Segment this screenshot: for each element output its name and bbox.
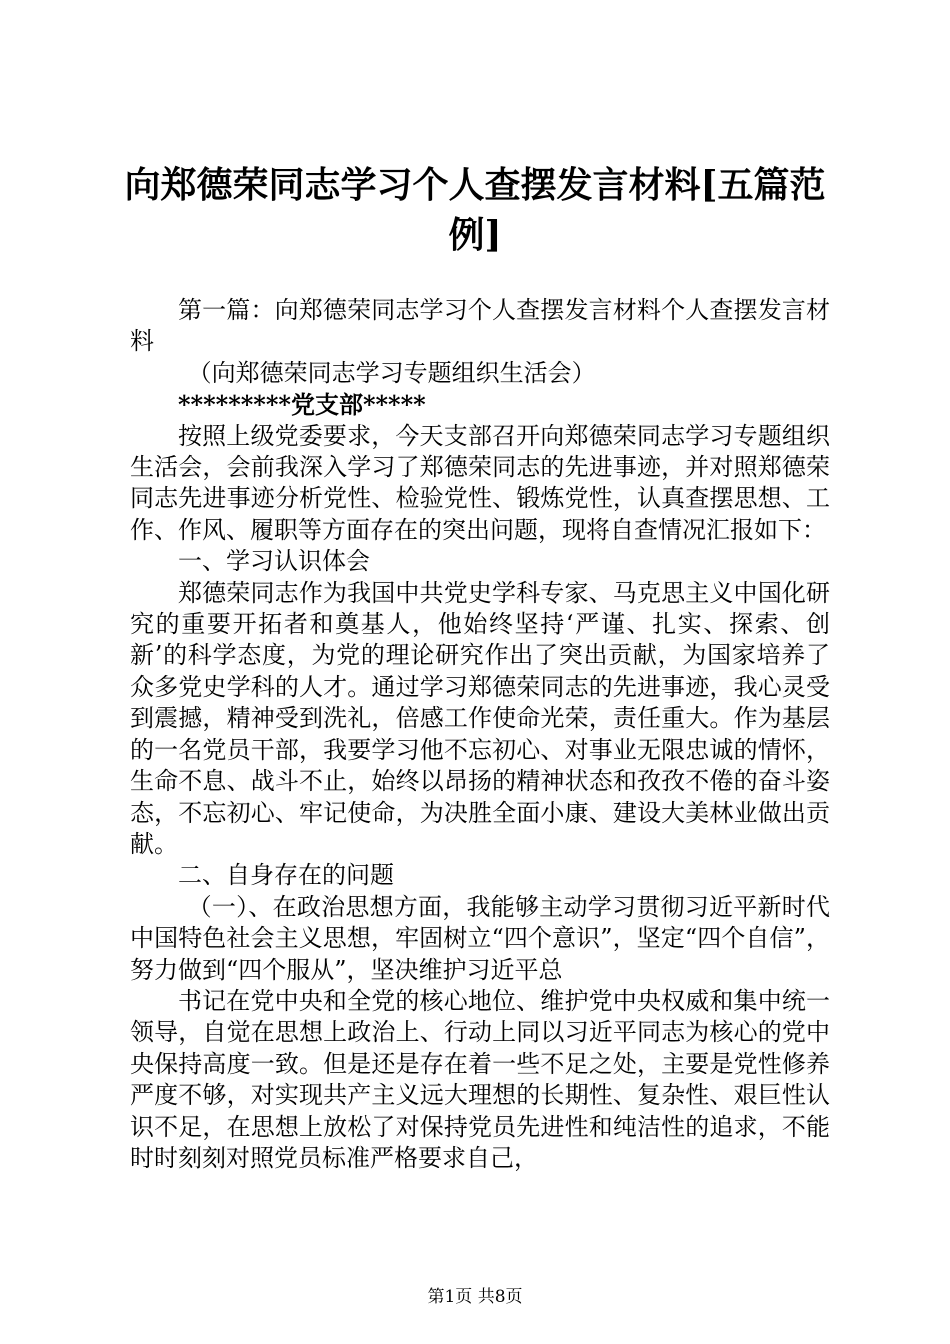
paragraph-chapter-heading: 第一篇：向郑德荣同志学习个人查摆发言材料个人查摆发言材料	[130, 296, 830, 356]
section-heading-2: 二、自身存在的问题	[178, 861, 394, 890]
section-heading-1: 一、学习认识体会	[178, 547, 370, 576]
paragraph-section-1: 郑德荣同志作为我国中共党史学科专家、马克思主义中国化研究的重要开拓者和奠基人，他始终坚持‘严谨、扎实、探索、创新’的科学态度，为党的理论研究作出了突出贡献，为国家培养了众多党史学科的人才。通过学习郑德荣同志的先进事迹，我心灵受到震撼，精神受到洗礼，倍感工作使命光荣，责任重大。作为基层的一名党员干部，我要学习他不忘初心、对事业无限忠诚的情怀，生命不息、战斗不止，始终以昂扬的精神状态和孜孜不倦的奋斗姿态，不忘初心、牢记使命，为决胜全面小康、建设大美林业做出贡献。	[130, 578, 830, 858]
paragraph-intro: 按照上级党委要求，今天支部召开向郑德荣同志学习专题组织生活会，会前我深入学习了郑德荣同志的先进事迹，并对照郑德荣同志先进事迹分析党性、检验党性、锻炼党性，认真查摆思想、工作、作风、履职等方面存在的突出问题，现将自查情况汇报如下：	[130, 421, 830, 544]
page-footer: 第1页 共8页	[427, 1287, 523, 1307]
paragraph-continuation: 书记在党中央和全党的核心地位、维护党中央权威和集中统一领导，自觉在思想上政治上、行动上同以习近平同志为核心的党中央保持高度一致。但是还是存在着一些不足之处，主要是党性修养严度不够，对实现共产主义远大理想的长期性、复杂性、艰巨性认识不足，在思想上放松了对保持党员先进性和纯洁性的追求，不能时时刻刻对照党员标准严格要求自己，	[130, 986, 830, 1172]
document-body	[130, 295, 830, 1174]
paragraph-branch-name: *********党支部*****	[178, 390, 426, 420]
paragraph-political-thought: （一）、在政治思想方面，我能够主动学习贯彻习近平新时代中国特色社会主义思想，牢固树立“四个意识”，坚定“四个自信”，努力做到“四个服从”，坚决维护习近平总	[130, 892, 830, 984]
document-title: 向郑德荣同志学习个人查摆发言材料[五篇范例]	[124, 164, 826, 256]
paragraph-subtitle: （向郑德荣同志学习专题组织生活会）	[187, 358, 596, 387]
